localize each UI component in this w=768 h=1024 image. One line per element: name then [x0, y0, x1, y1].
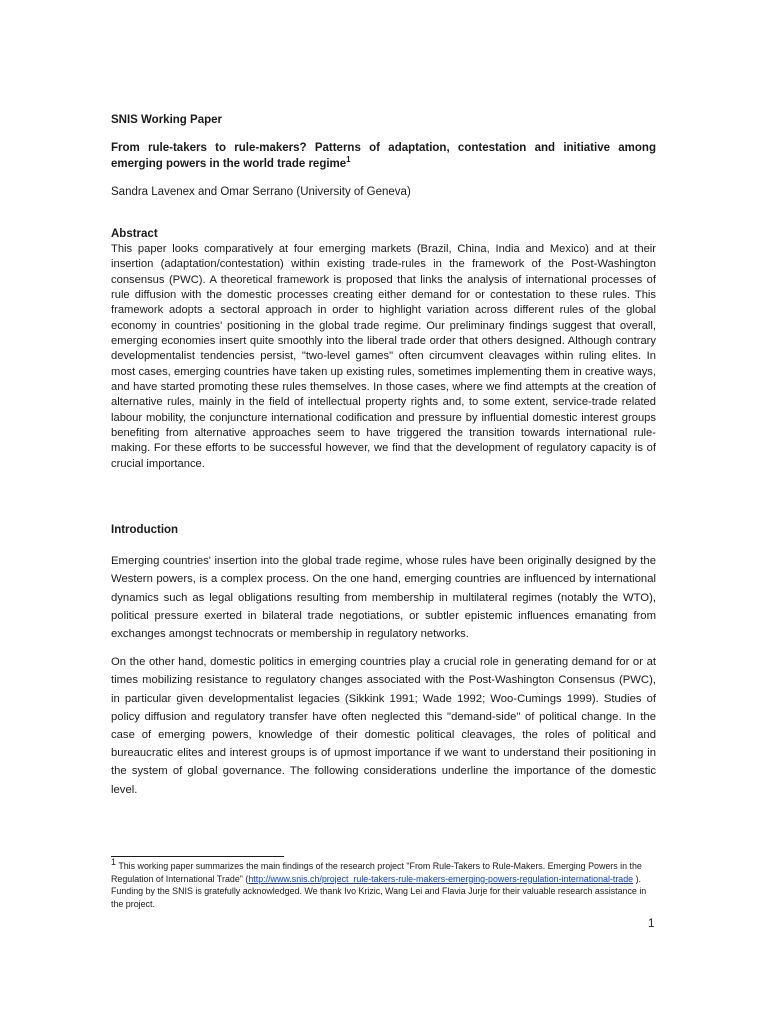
working-paper-series: SNIS Working Paper [111, 114, 222, 126]
footnote [111, 857, 656, 910]
paper-page [111, 112, 656, 809]
page-number: 1 [648, 918, 655, 930]
abstract-heading: Abstract [111, 228, 158, 240]
introduction-paragraph: On the other hand, domestic politics in emerging countries play a crucial role in generating demand for or at times mobilizing resistance to regulatory changes associated with the Post-Washington Consensus (PWC), in particular given developmentalist legacies (Sikkink 1991; Wade 1992; Woo-Cumings 1999). Studies of policy diffusion and regulatory transfer have often neglected this "demand-side" of political change. In the case of emerging powers, knowledge of their domestic political cleavages, the roles of political and bureaucratic elites and interest groups is of upmost importance if we want to understand their positioning in the system of global governance. The following considerations underline the importance of the domestic level. [111, 656, 656, 796]
abstract-body: This paper looks comparatively at four emerging markets (Brazil, China, India and Mexico) and at their insertion (adaptation/contestation) within existing trade-rules in the framework of the Post-Washington consensus (PWC). A theoretical framework is proposed that links the analysis of international processes of rule diffusion with the domestic processes creating either demand for or contestation to these rules. This framework adopts a sectoral approach in order to highlight variation across different rules of the global economy in countries' positioning in the global trade regime. Our preliminary findings suggest that overall, emerging economies insert quite smoothly into the liberal trade order that others designed. Although contrary developmentalist tendencies persist, "two-level games" often circumvent cleavages within ruling elites. In most cases, emerging countries have taken up existing rules, sometimes implementing them in creative ways, and have started promoting these rules themselves. In those cases, where we find attempts at the creation of alternative rules, mainly in the field of intellectual property rights and, to some extent, service-trade related labour mobility, the conjuncture international codification and pressure by influential domestic interest groups benefiting from alternative approaches seem to have triggered the transition towards international rule-making. For these efforts to be successful however, we find that the development of regulatory capacity is of crucial importance. [111, 243, 656, 470]
introduction-paragraph: Emerging countries' insertion into the global trade regime, whose rules have been originally designed by the Western powers, is a complex process. On the one hand, emerging countries are influenced by international dynamics such as legal obligations resulting from membership in multilateral regimes (notably the WTO), political pressure exerted in bilateral trade negotiations, or subtler epistemic influences emanating from exchanges amongst technocrats or membership in regulatory networks. [111, 555, 656, 640]
footnote-text-after-link: ). Funding by the SNIS is gratefully acknowledged. We thank Ivo Krizic, Wang Lei and Flavia Jurje for their valuable research assistance in the project. [111, 873, 647, 909]
footnote-number: 1 [111, 857, 117, 868]
introduction-heading: Introduction [111, 524, 179, 537]
title-footnote-mark: 1 [346, 155, 351, 165]
footnote-text-before-link: This working paper summarizes the main findings of the research project "From Rule-Takers to Rule-Makers. Emerging Powers in the Regulation of International Trade" ( [111, 861, 642, 884]
footnote-separator [111, 856, 284, 857]
paper-title-text: From rule-takers to rule-makers? Patterns of adaptation, contestation and initiative among emerging powers in the world trade regime [111, 142, 656, 170]
paper-title [111, 140, 656, 172]
authors: Sandra Lavenex and Omar Serrano (University of Geneva) [111, 186, 411, 198]
footnote-project-link[interactable]: http://www.snis.ch/project_rule-takers-rule-makers-emerging-powers-regulation-international-trade [248, 873, 634, 884]
